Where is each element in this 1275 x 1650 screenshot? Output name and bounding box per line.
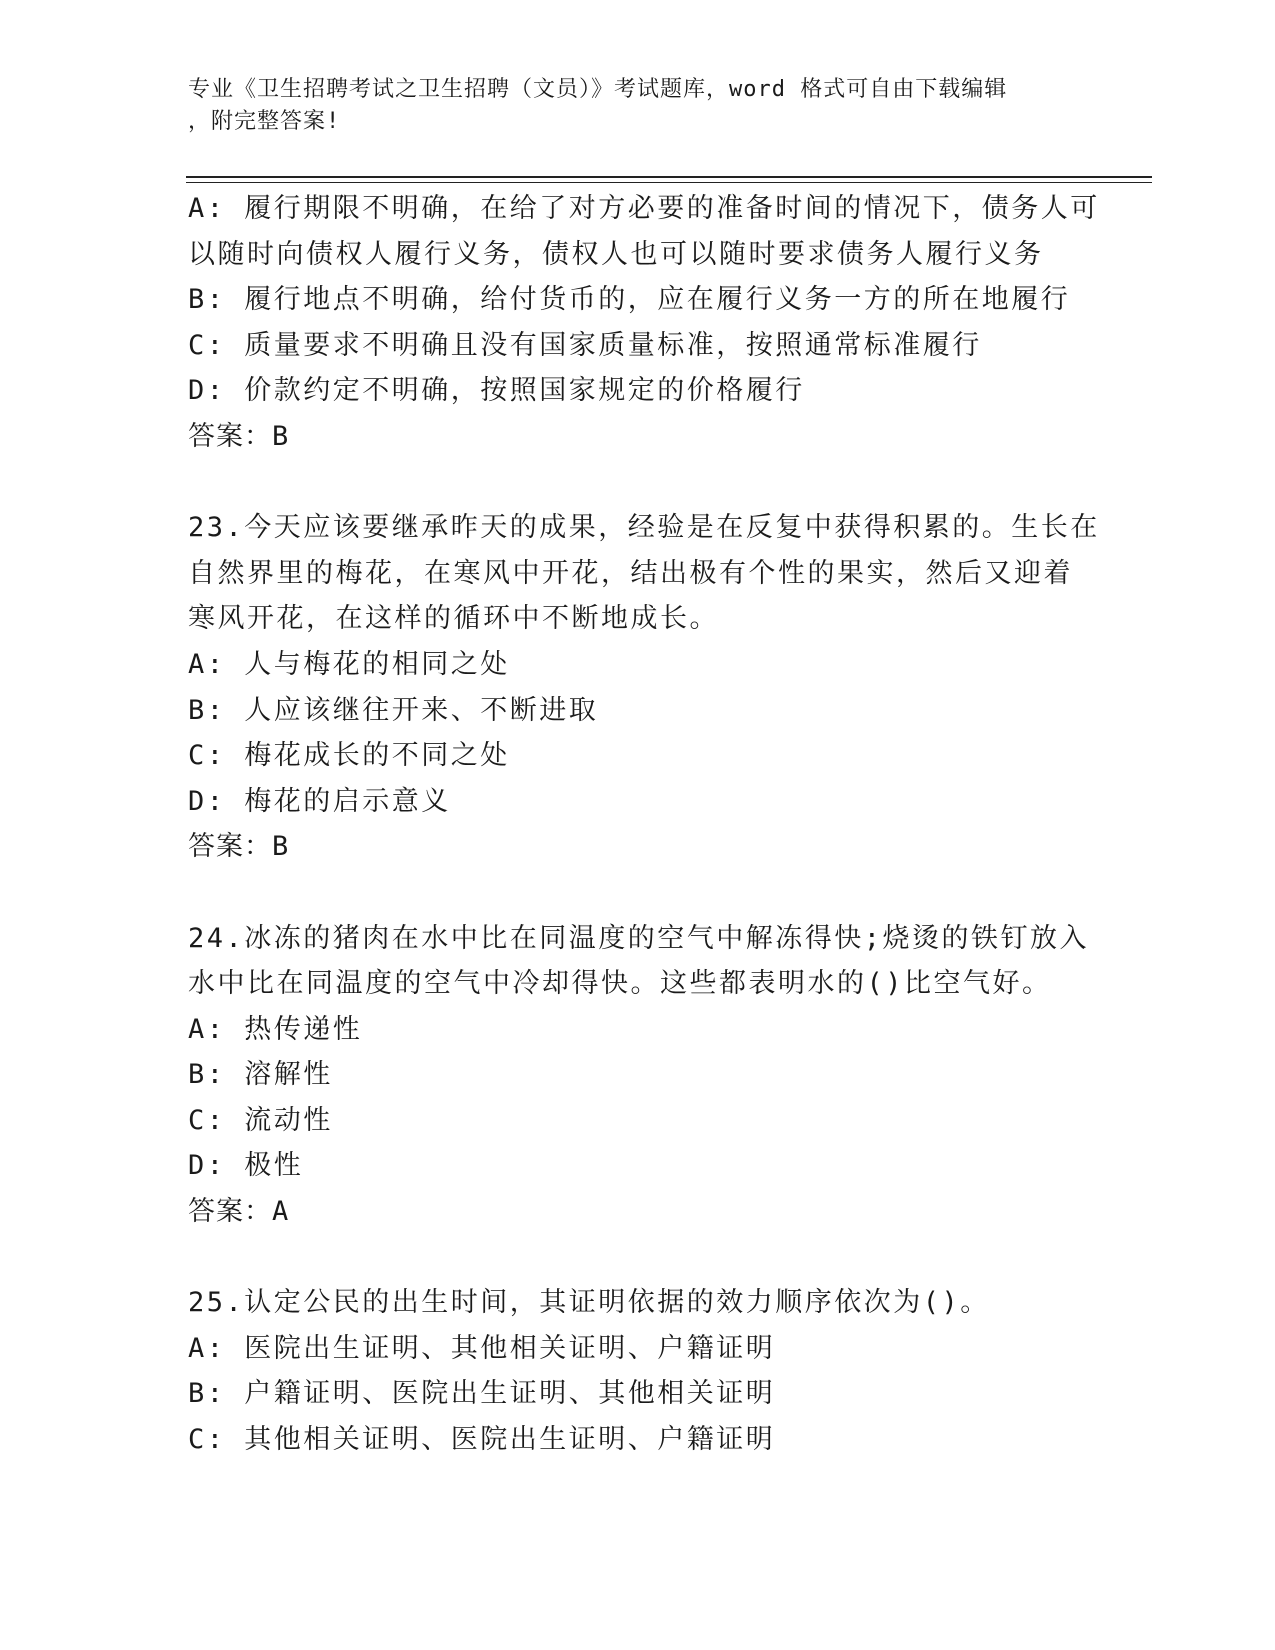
option-d: D: 梅花的启示意义: [188, 785, 451, 817]
option-a-line-1: A: 履行期限不明确，在给了对方必要的准备时间的情况下，债务人可: [188, 193, 1100, 224]
option-b: B: 履行地点不明确，给付货币的，应在履行义务一方的所在地履行: [188, 284, 1071, 316]
answer: 答案：B: [188, 831, 290, 863]
header-line-2: ，附完整答案!: [188, 109, 341, 134]
option-a-line-2: 以随时向债权人履行义务，债权人也可以随时要求债务人履行义务: [188, 238, 1044, 270]
header-line-1: 专业《卫生招聘考试之卫生招聘（文员）》考试题库，word 格式可自由下载编辑: [188, 77, 1008, 102]
question-23: [188, 505, 1100, 870]
spacer: [188, 460, 1088, 506]
question-25: [188, 1280, 1088, 1462]
option-d: D: 价款约定不明确，按照国家规定的价格履行: [188, 375, 805, 407]
header-rule-thin: [186, 182, 1152, 183]
option-a: A: 人与梅花的相同之处: [188, 648, 510, 680]
option-b: B: 人应该继往开来、不断进取: [188, 694, 599, 726]
option-a: A: 医院出生证明、其他相关证明、户籍证明: [188, 1332, 776, 1364]
option-c: C: 质量要求不明确且没有国家质量标准，按照通常标准履行: [188, 329, 982, 361]
option-d: D: 极性: [188, 1150, 304, 1182]
question-22-options: [188, 186, 1100, 460]
question-stem-line-1: 24.冰冻的猪肉在水中比在同温度的空气中解冻得快;烧烫的铁钉放入: [188, 922, 1090, 954]
header-rule-thick: [186, 176, 1152, 178]
document-header: [188, 74, 1068, 138]
question-list: [188, 186, 1100, 1463]
option-c: C: 梅花成长的不同之处: [188, 740, 510, 772]
answer: 答案：B: [188, 420, 290, 452]
spacer: [188, 1235, 1088, 1281]
question-stem-line-2: 自然界里的梅花，在寒风中开花，结出极有个性的果实，然后又迎着: [188, 557, 1073, 589]
option-a: A: 热传递性: [188, 1013, 363, 1045]
answer: 答案：A: [188, 1196, 290, 1228]
question-stem-line-3: 寒风开花，在这样的循环中不断地成长。: [188, 603, 719, 635]
question-stem-line-1: 25.认定公民的出生时间，其证明依据的效力顺序依次为()。: [188, 1287, 990, 1319]
question-stem-line-2: 水中比在同温度的空气中冷却得快。这些都表明水的()比空气好。: [188, 968, 1052, 1000]
question-stem-line-1: 23.今天应该要继承昨天的成果，经验是在反复中获得积累的。生长在: [188, 512, 1100, 544]
spacer: [188, 870, 1088, 916]
option-c: C: 流动性: [188, 1104, 333, 1136]
option-b: B: 溶解性: [188, 1059, 333, 1091]
question-24: [188, 916, 1088, 1235]
option-b: B: 户籍证明、医院出生证明、其他相关证明: [188, 1378, 776, 1410]
option-c: C: 其他相关证明、医院出生证明、户籍证明: [188, 1424, 776, 1456]
